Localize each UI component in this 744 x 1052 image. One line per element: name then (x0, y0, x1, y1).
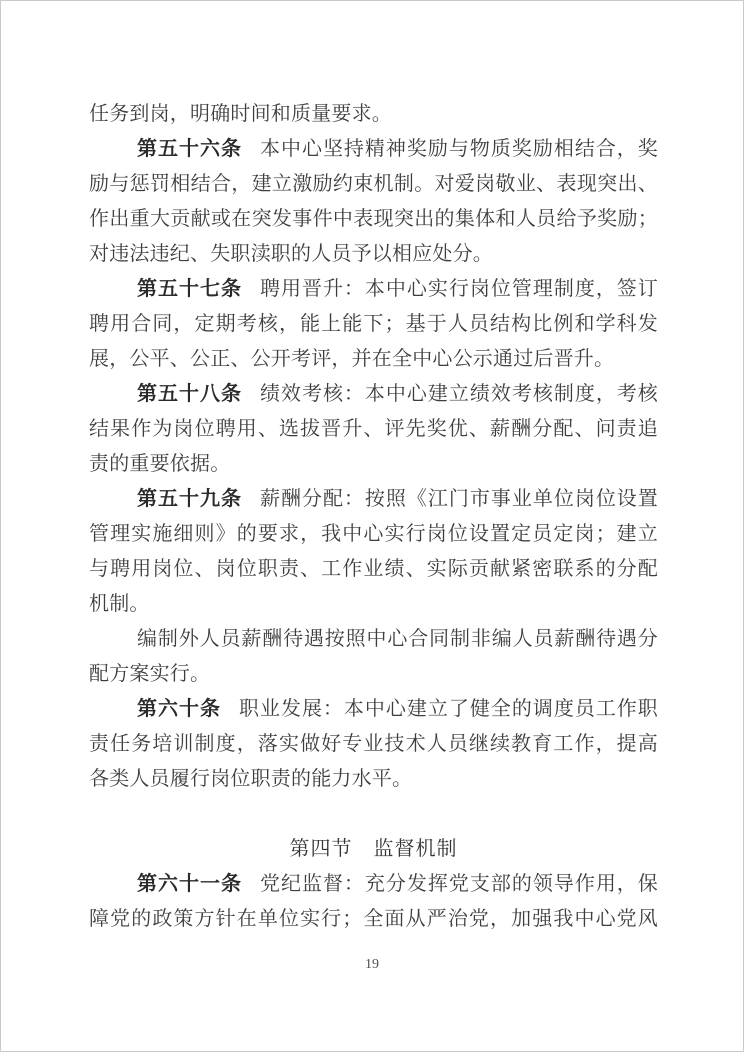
line-text: 与聘用岗位、岗位职责、工作业绩、实际贡献紧密联系的分配 (89, 558, 658, 580)
article-number: 第五十九条 (137, 488, 242, 510)
line-text: 绩效考核：本中心建立绩效考核制度，考核 (259, 383, 659, 405)
text-line (89, 272, 658, 307)
line-text: 作出重大贡献或在突发事件中表现突出的集体和人员给予奖励； (89, 208, 658, 230)
line-text: 障党的政策方针在单位实行；全面从严治党，加强我中心党风 (89, 908, 658, 930)
text-line (89, 587, 658, 622)
text-line (89, 622, 658, 657)
line-text: 各类人员履行岗位职责的能力水平。 (89, 768, 413, 790)
text-line (89, 202, 658, 237)
text-line (89, 412, 658, 447)
text-line (89, 482, 658, 517)
line-text: 编制外人员薪酬待遇按照中心合同制非编人员薪酬待遇分 (137, 628, 658, 650)
line-text: 本中心坚持精神奖励与物质奖励相结合，奖 (259, 138, 659, 160)
text-line (89, 237, 658, 272)
text-line (89, 97, 658, 132)
article-number: 第五十七条 (137, 278, 242, 300)
article-number: 第五十八条 (137, 383, 242, 405)
line-text: 管理实施细则》的要求，我中心实行岗位设置定员定岗；建立 (89, 523, 658, 545)
line-text: 聘用合同，定期考核，能上能下；基于人员结构比例和学科发 (89, 313, 658, 335)
line-text: 展，公平、公正、公开考评，并在全中心公示通过后晋升。 (89, 348, 615, 370)
text-line (89, 867, 658, 902)
line-text: 党纪监督：充分发挥党支部的领导作用，保 (259, 873, 659, 895)
text-line (89, 447, 658, 482)
text-line (89, 342, 658, 377)
text-line (89, 132, 658, 167)
text-line (89, 517, 658, 552)
section-heading: 第四节 监督机制 (289, 838, 458, 860)
text-line (89, 657, 658, 692)
text-line (89, 167, 658, 202)
line-text: 对违法违纪、失职渎职的人员予以相应处分。 (89, 243, 493, 265)
page-number: 19 (365, 957, 379, 972)
article-number: 第五十六条 (137, 138, 242, 160)
line-text: 结果作为岗位聘用、选拔晋升、评先奖优、薪酬分配、问责追 (89, 418, 658, 440)
line-text: 任务到岗，明确时间和质量要求。 (89, 103, 392, 125)
article-number: 第六十一条 (137, 873, 242, 895)
line-text: 责的重要依据。 (89, 453, 231, 475)
line-text: 职业发展：本中心建立了健全的调度员工作职 (238, 698, 658, 720)
text-line (89, 902, 658, 937)
line-text: 配方案实行。 (89, 663, 211, 685)
page-body (89, 97, 658, 937)
text-line (89, 307, 658, 342)
line-text: 励与惩罚相结合，建立激励约束机制。对爱岗敬业、表现突出、 (89, 173, 658, 195)
blank-line (89, 797, 658, 832)
line-text: 薪酬分配：按照《江门市事业单位岗位设置 (259, 488, 659, 510)
text-line (89, 727, 658, 762)
line-text: 责任务培训制度，落实做好专业技术人员继续教育工作，提高 (89, 733, 658, 755)
line-text: 机制。 (89, 593, 150, 615)
text-line (89, 692, 658, 727)
text-line (89, 762, 658, 797)
text-line (89, 377, 658, 412)
line-text: 聘用晋升：本中心实行岗位管理制度，签订 (259, 278, 659, 300)
article-number: 第六十条 (137, 698, 221, 720)
text-line (89, 552, 658, 587)
